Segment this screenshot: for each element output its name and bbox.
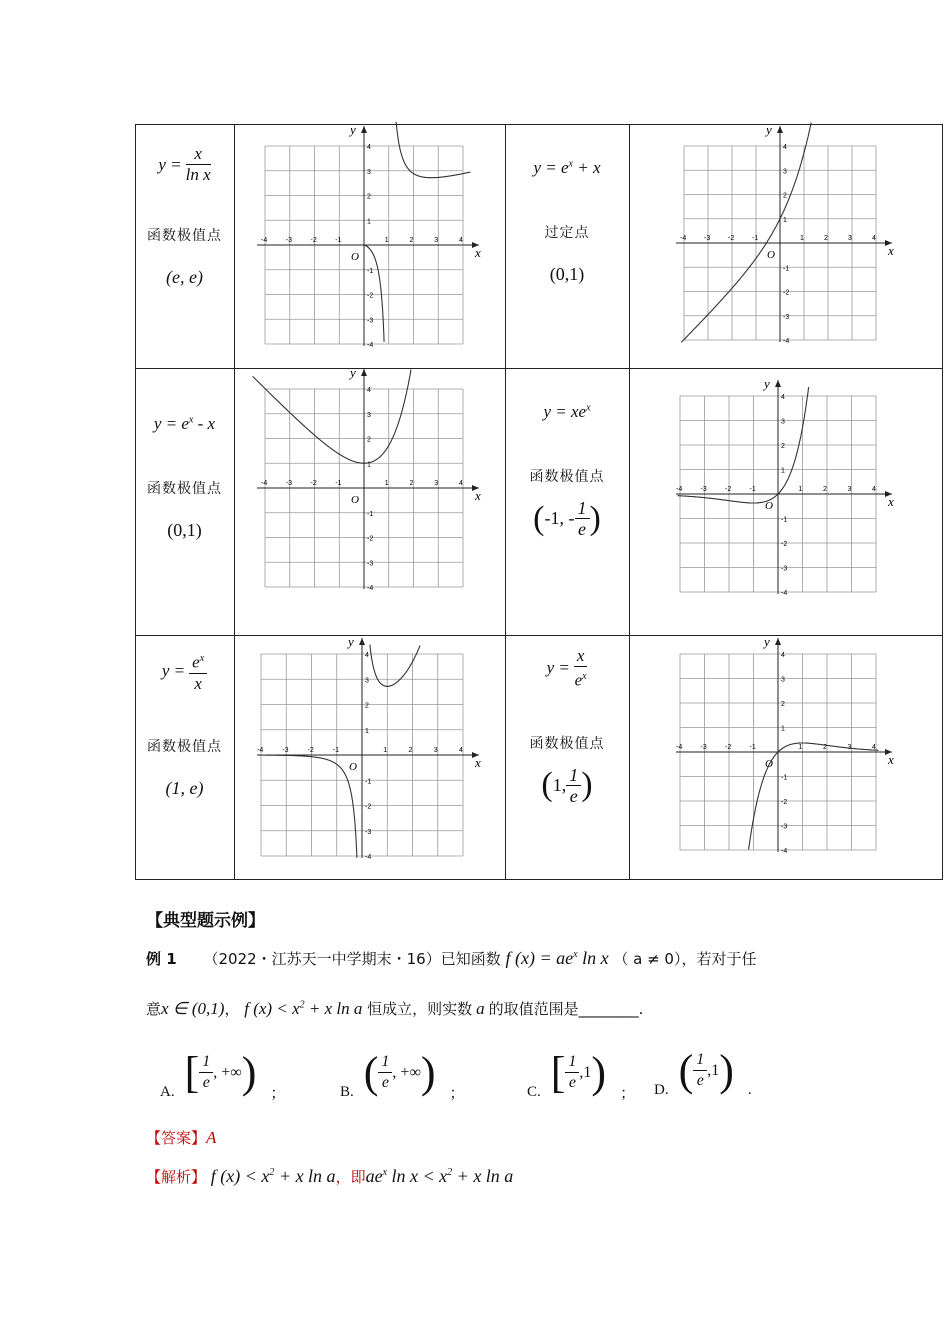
x-tick-label: -2 — [307, 747, 314, 754]
y-tick-label: 4 — [367, 387, 371, 394]
option-label: C. — [527, 1084, 541, 1100]
x-tick-label: 2 — [408, 747, 413, 754]
origin-label: O — [351, 494, 359, 506]
x-tick-label: 4 — [459, 237, 463, 244]
y-tick-label: 3 — [781, 418, 785, 426]
y-tick-label: 3 — [367, 168, 371, 176]
y-tick-label: -4 — [781, 590, 788, 597]
y-tick-label: -1 — [781, 516, 788, 524]
graph-xex — [674, 376, 894, 596]
x-tick-label: -2 — [725, 744, 732, 751]
graph-ex-plus-x — [674, 122, 894, 344]
option-b[interactable]: B. ( $\frac{1}{e}$ , +∞ ) ； — [340, 1048, 465, 1102]
analysis-line: 【解析】 f $(x) < x^2 + x$ ln a，即$ae^x$ $\ln x < x^2 + x$ ln a — [146, 1166, 514, 1186]
x-tick-label: 3 — [434, 480, 439, 487]
x-tick-label: 1 — [798, 486, 803, 493]
x-tick-label: -1 — [752, 235, 759, 242]
cell-point: ( 1, $\frac{1}{e}$ ) — [541, 764, 593, 806]
answer-value: A — [206, 1128, 217, 1147]
graph-ex-over-x — [255, 634, 480, 859]
x-tick-label: 2 — [823, 744, 827, 751]
cell-x-over-lnx — [135, 144, 234, 288]
function-curve — [681, 123, 811, 343]
x-tick-label: 3 — [848, 235, 852, 242]
y-tick-label: 3 — [781, 676, 785, 684]
y-tick-label: -4 — [367, 585, 374, 592]
y-tick-label: -2 — [367, 292, 374, 300]
cell-label: 函数极值点 — [529, 735, 605, 752]
cell-xex: $y = xe^x$ 函数极值点 ( -1, - $\frac{1}{e}$ ) — [505, 402, 629, 539]
function-curve — [396, 122, 470, 178]
y-tick-label: -3 — [781, 823, 788, 831]
x-tick-label: -3 — [285, 480, 292, 487]
example-line-1: 例 1 （2022・江苏天一中学期末・16）已知函数 f $(x) = ae^x$ ln x （ a ≠ 0），若对于任 — [146, 948, 757, 968]
cell-point: (0,1) — [167, 520, 202, 540]
x-tick-label: -1 — [749, 486, 756, 493]
y-tick-label: 1 — [783, 216, 787, 224]
x-axis-label: x — [888, 494, 894, 509]
x-axis-label: x — [475, 488, 481, 503]
x-tick-label: -3 — [282, 747, 289, 754]
y-tick-label: -1 — [367, 267, 374, 275]
y-tick-label: 2 — [367, 193, 371, 201]
y-axis-label: y — [348, 634, 354, 649]
x-tick-label: -4 — [676, 744, 683, 751]
y-tick-label: 2 — [781, 443, 785, 450]
section-title: 【典型题示例】 — [146, 911, 265, 931]
y-tick-label: 1 — [367, 218, 371, 226]
x-tick-label: 4 — [872, 744, 876, 751]
cell-point: (1, e) — [165, 777, 204, 798]
x-tick-label: -2 — [725, 486, 732, 493]
x-tick-label: 1 — [384, 480, 389, 487]
y-tick-label: -2 — [367, 535, 374, 543]
x-tick-label: -4 — [680, 235, 687, 242]
x-tick-label: 4 — [872, 486, 876, 493]
x-tick-label: -2 — [728, 235, 735, 242]
answer-line: 【答案】A — [146, 1128, 217, 1147]
y-tick-label: 4 — [781, 652, 785, 659]
y-tick-label: 2 — [781, 701, 785, 708]
x-tick-label: 3 — [434, 237, 439, 244]
y-tick-label: -1 — [367, 510, 374, 518]
y-tick-label: -4 — [783, 338, 790, 345]
x-tick-label: 4 — [872, 235, 876, 242]
y-tick-label: 2 — [365, 702, 369, 710]
origin-label: O — [351, 251, 359, 263]
cell-point: (e, e) — [166, 267, 203, 287]
x-tick-label: 4 — [459, 480, 463, 487]
cell-label: 过定点 — [544, 225, 590, 241]
y-tick-label: -4 — [365, 854, 372, 861]
function-curve — [253, 370, 411, 464]
y-tick-label: 1 — [367, 461, 371, 469]
origin-label: O — [765, 500, 773, 512]
y-axis-label: y — [764, 634, 770, 649]
x-axis-label: x — [475, 245, 481, 260]
y-tick-label: 3 — [365, 677, 369, 685]
formula-lhs: y = — [158, 154, 182, 174]
y-tick-label: -3 — [781, 565, 788, 573]
option-a[interactable]: A. [ $\frac{1}{e}$ , +∞ ) ； — [160, 1048, 286, 1102]
y-axis-label: y — [350, 365, 356, 380]
y-tick-label: 1 — [365, 727, 369, 735]
option-c[interactable]: C. [ $\frac{1}{e}$ ,1 ) ； — [527, 1048, 636, 1102]
x-tick-label: -2 — [310, 480, 317, 487]
x-axis-label: x — [475, 755, 481, 770]
cell-point: ( -1, - $\frac{1}{e}$ ) — [533, 498, 601, 539]
x-tick-label: -4 — [261, 237, 268, 244]
x-tick-label: -1 — [335, 237, 342, 244]
cell-point: (0,1) — [549, 264, 585, 284]
x-tick-label: 3 — [847, 486, 852, 493]
y-axis-label: y — [350, 122, 356, 137]
cell-label: 函数极值点 — [147, 738, 222, 755]
option-d[interactable]: D. ( $\frac{1}{e}$ ,1 ) . — [654, 1046, 752, 1098]
y-tick-label: -3 — [783, 313, 790, 321]
cell-label: 函数极值点 — [147, 228, 222, 244]
x-axis-label: x — [888, 243, 894, 258]
x-tick-label: 1 — [798, 744, 803, 751]
graph-x-over-ex — [674, 634, 894, 856]
y-tick-label: -3 — [367, 317, 374, 325]
y-axis-label: y — [766, 122, 772, 137]
option-label: D. — [654, 1082, 669, 1098]
x-tick-label: 2 — [409, 237, 414, 244]
y-tick-label: -2 — [781, 541, 788, 548]
x-tick-label: 1 — [384, 237, 389, 244]
x-tick-label: -2 — [310, 237, 317, 244]
y-tick-label: -3 — [365, 828, 372, 836]
graph-x-over-lnx — [255, 122, 480, 347]
y-tick-label: 4 — [781, 394, 785, 401]
y-tick-label: -4 — [367, 342, 374, 349]
x-tick-label: -3 — [700, 486, 707, 493]
x-tick-label: 3 — [433, 747, 438, 754]
x-tick-label: 2 — [823, 486, 827, 493]
y-tick-label: 2 — [783, 192, 787, 200]
cell-ex-minus-x: $y = e^x - x$ 函数极值点 (0,1) — [135, 414, 234, 541]
y-tick-label: 4 — [367, 144, 371, 151]
x-tick-label: -4 — [676, 486, 683, 493]
x-tick-label: -4 — [261, 480, 268, 487]
y-tick-label: 1 — [781, 467, 785, 475]
y-tick-label: 4 — [783, 144, 787, 151]
cell-ex-plus-x: $y = e^x + x$ 过定点 (0,1) — [505, 158, 629, 285]
x-tick-label: 3 — [847, 744, 852, 751]
x-tick-label: 2 — [409, 480, 414, 487]
cell-label: 函数极值点 — [529, 469, 605, 485]
y-tick-label: 3 — [783, 168, 787, 176]
option-label: A. — [160, 1084, 175, 1100]
x-tick-label: -3 — [704, 235, 711, 242]
y-tick-label: -2 — [781, 799, 788, 806]
origin-label: O — [765, 758, 773, 770]
x-axis-label: x — [888, 752, 894, 767]
formula-fraction: $\frac{x}{\text{ln x}}$ — [185, 144, 211, 184]
function-curve — [259, 755, 357, 858]
y-tick-label: -1 — [781, 774, 788, 782]
origin-label: O — [349, 761, 357, 773]
example-line-2: 意x ∈ (0,1)， f $(x) < x^2 + x$ ln a 恒成立，则实数 a 的取值范围是________. — [146, 999, 644, 1018]
graph-ex-minus-x — [255, 365, 480, 590]
example-label: 例 1 — [146, 950, 177, 968]
x-tick-label: -1 — [332, 747, 339, 754]
x-tick-label: -1 — [749, 744, 756, 751]
x-tick-label: -3 — [285, 237, 292, 244]
x-tick-label: -4 — [257, 747, 264, 754]
y-tick-label: 4 — [365, 652, 369, 659]
y-tick-label: -2 — [365, 803, 372, 811]
y-tick-label: 1 — [781, 725, 785, 733]
x-tick-label: -3 — [700, 744, 707, 751]
y-tick-label: -4 — [781, 848, 788, 855]
y-axis-label: y — [764, 376, 770, 391]
y-tick-label: -2 — [783, 289, 790, 297]
y-tick-label: -3 — [367, 560, 374, 568]
option-label: B. — [340, 1084, 354, 1100]
x-tick-label: 2 — [824, 235, 828, 242]
y-tick-label: -1 — [783, 265, 790, 273]
origin-label: O — [767, 249, 775, 261]
y-tick-label: -1 — [365, 778, 372, 786]
cell-label: 函数极值点 — [147, 481, 222, 497]
x-tick-label: 4 — [459, 747, 463, 754]
x-tick-label: 1 — [383, 747, 388, 754]
cell-ex-over-x: y = $\frac{e^x}{x}$ 函数极值点 (1, e) — [135, 649, 234, 799]
y-tick-label: 3 — [367, 411, 371, 419]
x-tick-label: 1 — [800, 235, 804, 242]
y-tick-label: 2 — [367, 436, 371, 444]
x-tick-label: -1 — [335, 480, 342, 487]
cell-x-over-ex: y = $\frac{x}{e^x}$ 函数极值点 ( 1, $\frac{1}{e}$ ) — [505, 646, 629, 806]
